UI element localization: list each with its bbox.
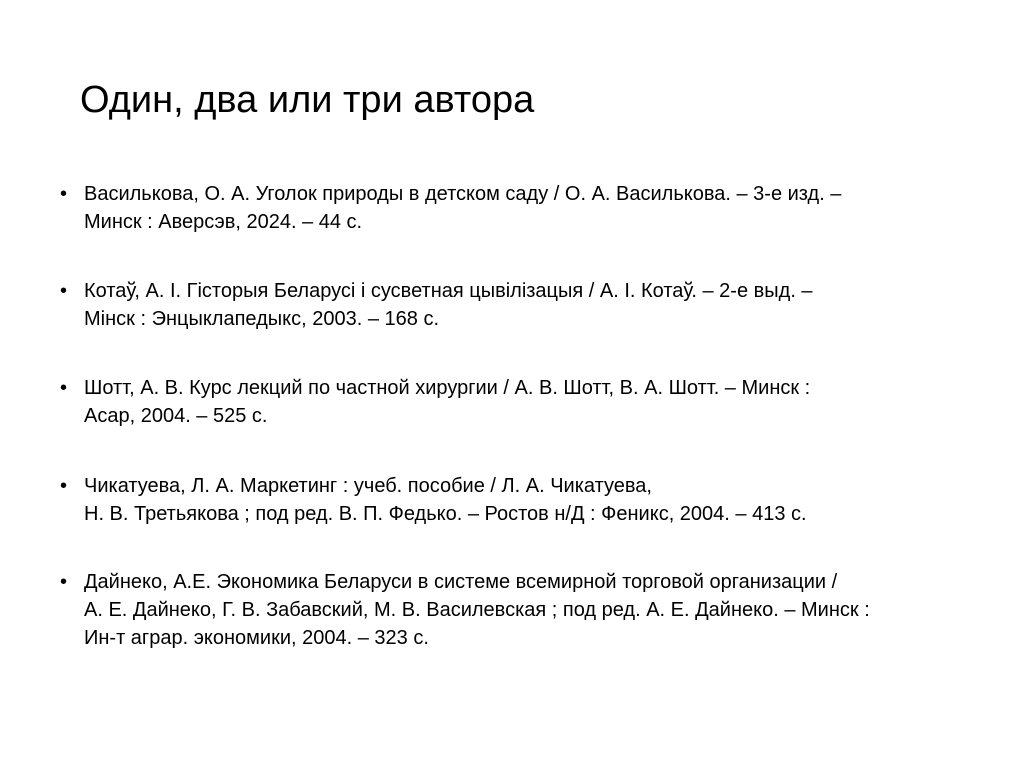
reference-line: Асар, 2004. – 525 с. [84, 405, 268, 427]
reference-item [60, 180, 990, 236]
bullet-icon: • [60, 280, 68, 302]
bullet-icon: • [60, 475, 68, 497]
reference-line: Мінск : Энцыклапедыкс, 2003. – 168 с. [84, 308, 439, 330]
reference-line: Чикатуева, Л. А. Маркетинг : учеб. пособие / Л. А. Чикатуева, [84, 475, 652, 497]
reference-line: Шотт, А. В. Курс лекций по частной хирургии / А. В. Шотт, В. А. Шотт. – Минск : [84, 377, 811, 399]
reference-line: Василькова, О. А. Уголок природы в детском саду / О. А. Василькова. – 3-е изд. – [84, 183, 842, 205]
reference-text [84, 180, 990, 236]
reference-line: Дайнеко, А.Е. Экономика Беларуси в системе всемирной торговой организации / [84, 571, 838, 593]
slide-title: Один, два или три автора [80, 79, 535, 121]
reference-text [84, 472, 990, 528]
reference-item [60, 277, 990, 333]
reference-text [84, 568, 990, 652]
reference-item [60, 374, 990, 430]
reference-line: Н. В. Третьякова ; под ред. В. П. Федько. – Ростов н/Д : Феникс, 2004. – 413 с. [84, 503, 807, 525]
bullet-icon: • [60, 571, 68, 593]
reference-item [60, 568, 990, 652]
reference-line: А. Е. Дайнеко, Г. В. Забавский, М. В. Василевская ; под ред. А. Е. Дайнеко. – Минск : [84, 599, 870, 621]
bullet-icon: • [60, 183, 68, 205]
reference-text [84, 277, 990, 333]
bullet-icon: • [60, 377, 68, 399]
reference-item [60, 472, 990, 528]
reference-line: Котаў, А. І. Гісторыя Беларусі і сусветная цывілізацыя / А. І. Котаў. – 2-е выд. – [84, 280, 813, 302]
reference-text [84, 374, 990, 430]
reference-line: Минск : Аверсэв, 2024. – 44 с. [84, 211, 363, 233]
reference-line: Ин-т аграр. экономики, 2004. – 323 с. [84, 627, 429, 649]
